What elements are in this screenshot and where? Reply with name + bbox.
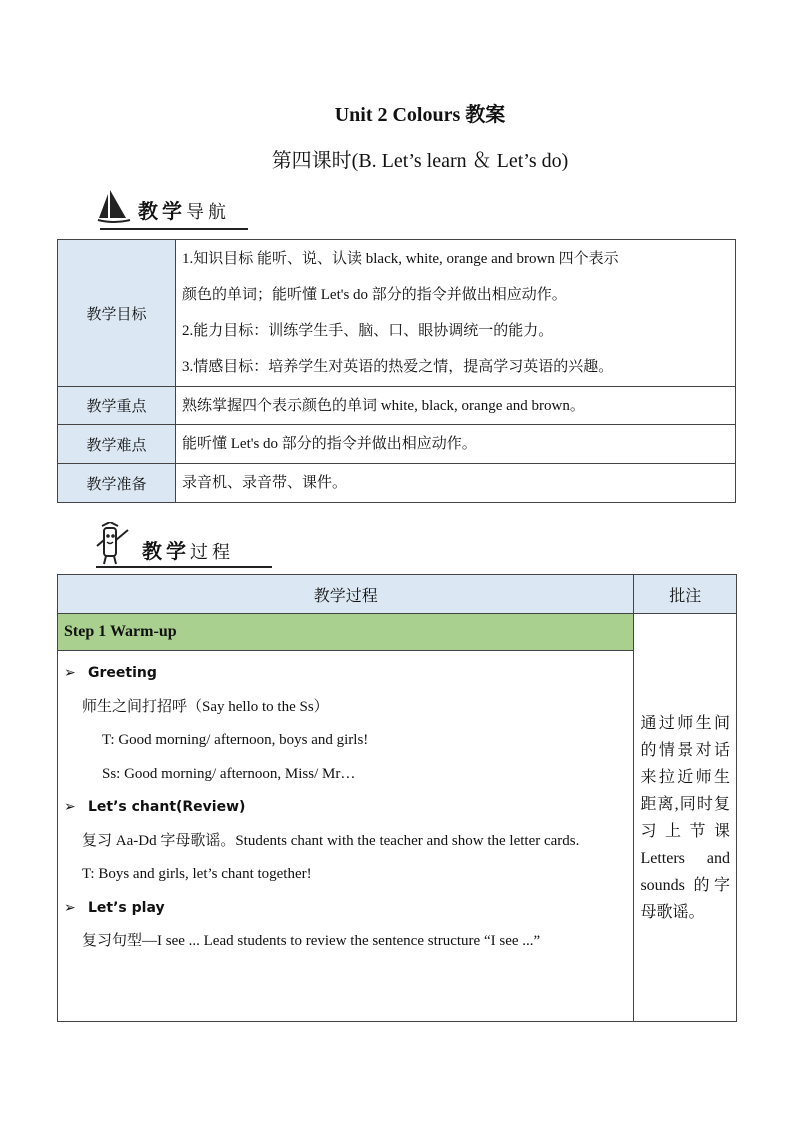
goals-content [176,240,736,387]
arrow-bullet-icon: ➢ [64,799,76,815]
greeting-title: Greeting [88,665,157,681]
key-label: 教学重点 [58,387,176,425]
bullet-play [64,892,627,926]
chant-title: Let’s chant(Review) [88,799,246,815]
difficult-content: 能听懂 Let's do 部分的指令并做出相应动作。 [176,425,736,464]
bullet-greeting [64,657,627,691]
goal-line: 2.能力目标：训练学生手、脑、口、眼协调统一的能力。 [182,323,554,339]
process-table [57,574,737,1022]
section-label-bold: 教学 [138,199,186,223]
goals-label: 教学目标 [58,240,176,387]
note-cell: 通过师生间的情景对话来拉近师生距离,同时复习上节课 Letters and sounds 的字母歌谣。 [634,614,737,1022]
step-title: Step 1 Warm-up [58,614,634,651]
play-description: 复习句型—I see ... Lead students to review the sentence structure “I see ...” [82,933,541,949]
sailboat-icon [96,188,132,224]
difficult-label: 教学难点 [58,425,176,464]
chant-description: 复习 Aa-Dd 字母歌谣。Students chant with the teacher and show the letter cards. [82,832,580,849]
notes-header: 批注 [634,575,737,614]
chant-teacher: T: Boys and girls, let’s chant together! [82,866,312,882]
section-label-bold: 教学 [142,539,190,563]
section-banner-guide [96,188,230,224]
page-title: Unit 2 Colours 教案 [334,104,506,126]
banner-underline [100,228,248,230]
goal-line: 3.情感目标：培养学生对英语的热爱之情，提高学习英语的兴趣。 [182,359,614,375]
pencil-character-icon [94,522,136,566]
arrow-bullet-icon: ➢ [64,899,76,916]
page-subtitle: 第四课时(B. Let’s learn ＆ Let’s do) [271,150,569,172]
banner-underline [96,566,272,568]
section-label-light: 导航 [186,202,230,223]
section-banner-process [94,522,234,566]
goal-line: 1.知识目标 能听、说、认读 black, white, orange and brown 四个表示 [182,251,619,267]
step-body [58,651,634,1022]
info-table [57,239,736,503]
arrow-bullet-icon: ➢ [64,665,76,681]
play-title: Let’s play [88,899,165,916]
bullet-chant [64,791,627,825]
prep-label: 教学准备 [58,464,176,503]
goal-line: 颜色的单词；能听懂 Let's do 部分的指令并做出相应动作。 [182,287,567,303]
key-content: 熟练掌握四个表示颜色的单词 white, black, orange and brown。 [176,387,736,425]
prep-content: 录音机、录音带、课件。 [176,464,736,503]
section-label-light: 过程 [190,542,234,563]
greeting-teacher: T: Good morning/ afternoon, boys and girls! [102,732,369,748]
greeting-line: 师生之间打招呼（Say hello to the Ss） [82,698,329,715]
process-header: 教学过程 [58,575,634,614]
greeting-students: Ss: Good morning/ afternoon, Miss/ Mr… [102,765,356,782]
